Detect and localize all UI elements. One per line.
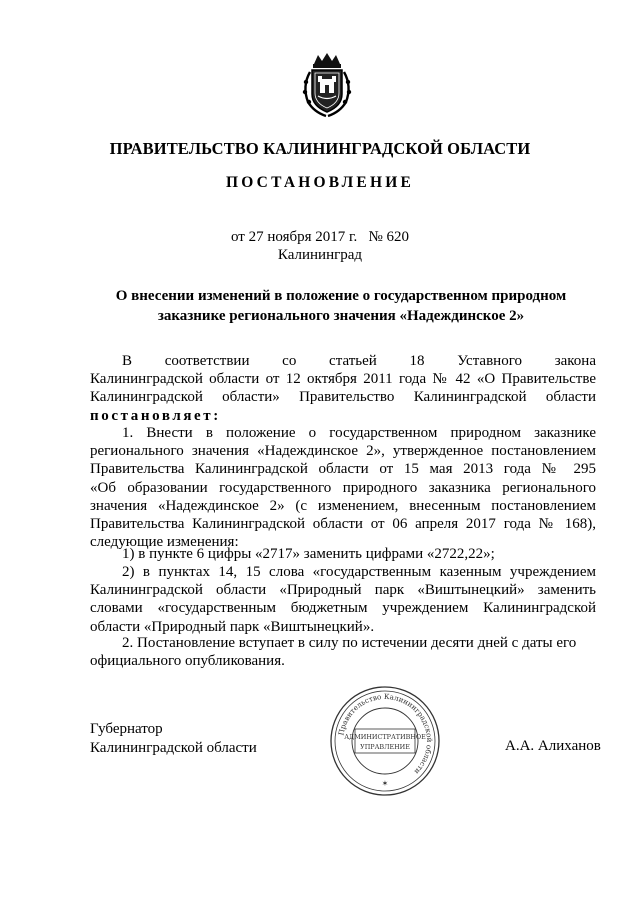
subject-line: заказнике регионального значения «Надеждинское 2»	[157, 308, 525, 324]
seal-center-text: УПРАВЛЕНИЕ	[360, 743, 410, 751]
body-line: 2) в пунктах 14, 15 слова «государственным казенным учреждением	[122, 564, 596, 580]
signatory-title-line: Калининградской области	[90, 740, 257, 756]
organization-title: ПРАВИТЕЛЬСТВО КАЛИНИНГРАДСКОЙ ОБЛАСТИ	[109, 139, 531, 158]
body-line: Калининградской области от 12 октября 2011 года № 42 «О Правительстве	[90, 371, 596, 388]
signatory-name: А.А. Алиханов	[505, 738, 601, 754]
body-line: регионального значения «Надеждинское 2», утвержденное постановлением	[90, 443, 596, 460]
coat-of-arms-icon	[298, 52, 356, 118]
item-2-paragraph	[90, 634, 596, 670]
document-subject	[86, 286, 596, 326]
document-type: ПОСТАНОВЛЕНИЕ	[225, 174, 415, 191]
body-line: официального опубликования.	[90, 653, 285, 670]
body-line: 1. Внести в положение о государственном природном заказнике	[122, 425, 596, 441]
signatory-title	[90, 720, 257, 758]
body-line: Калининградской области «Природный парк «Виштынецкий» заменить	[90, 582, 596, 599]
signatory-title-line: Губернатор	[90, 721, 163, 737]
body-line: области «Природный парк «Виштынецкий».	[90, 618, 375, 635]
resolves-word: постановляет:	[90, 407, 221, 424]
body-line: «Об образовании государственного природного заказника регионального	[90, 479, 596, 496]
body-line: словами «государственным бюджетным учреждением Калининградской	[90, 600, 596, 617]
preamble-paragraph	[90, 352, 596, 425]
sub-item-2	[90, 563, 596, 636]
body-line: следующие изменения:	[90, 534, 239, 551]
date-line	[0, 229, 640, 246]
seal-center-text: АДМИНИСТРАТИВНОЕ	[344, 733, 426, 741]
body-line: Калининградской области» Правительство Калининградской области	[90, 389, 596, 406]
sub-item-1	[90, 545, 596, 563]
body-line: В соответствии со статьей 18 Уставного закона	[122, 353, 596, 369]
city: Калининград	[277, 247, 363, 263]
document-number: № 620	[368, 229, 410, 245]
official-seal-icon	[328, 684, 442, 798]
subject-line: О внесении изменений в положение о государственном природном	[115, 288, 567, 304]
date-prefix: от	[230, 229, 245, 245]
body-line: Правительства Калининградской области от 06 апреля 2017 года № 168),	[90, 516, 596, 533]
svg-text:✶: ✶	[381, 779, 389, 788]
body-line: значения «Надеждинское 2» (с изменением, внесенным постановлением	[90, 497, 596, 514]
body-line: 2. Постановление вступает в силу по истечении десяти дней с даты его	[122, 635, 577, 651]
document-date: 27 ноября 2017 г.	[248, 229, 358, 245]
item-1-paragraph	[90, 424, 596, 551]
body-line: Правительства Калининградской области от 15 мая 2013 года № 295	[90, 461, 596, 478]
body-line: 1) в пункте 6 цифры «2717» заменить цифрами «2722,22»;	[122, 546, 495, 562]
seal-ring-text: Правительство Калининградской области	[336, 691, 435, 777]
